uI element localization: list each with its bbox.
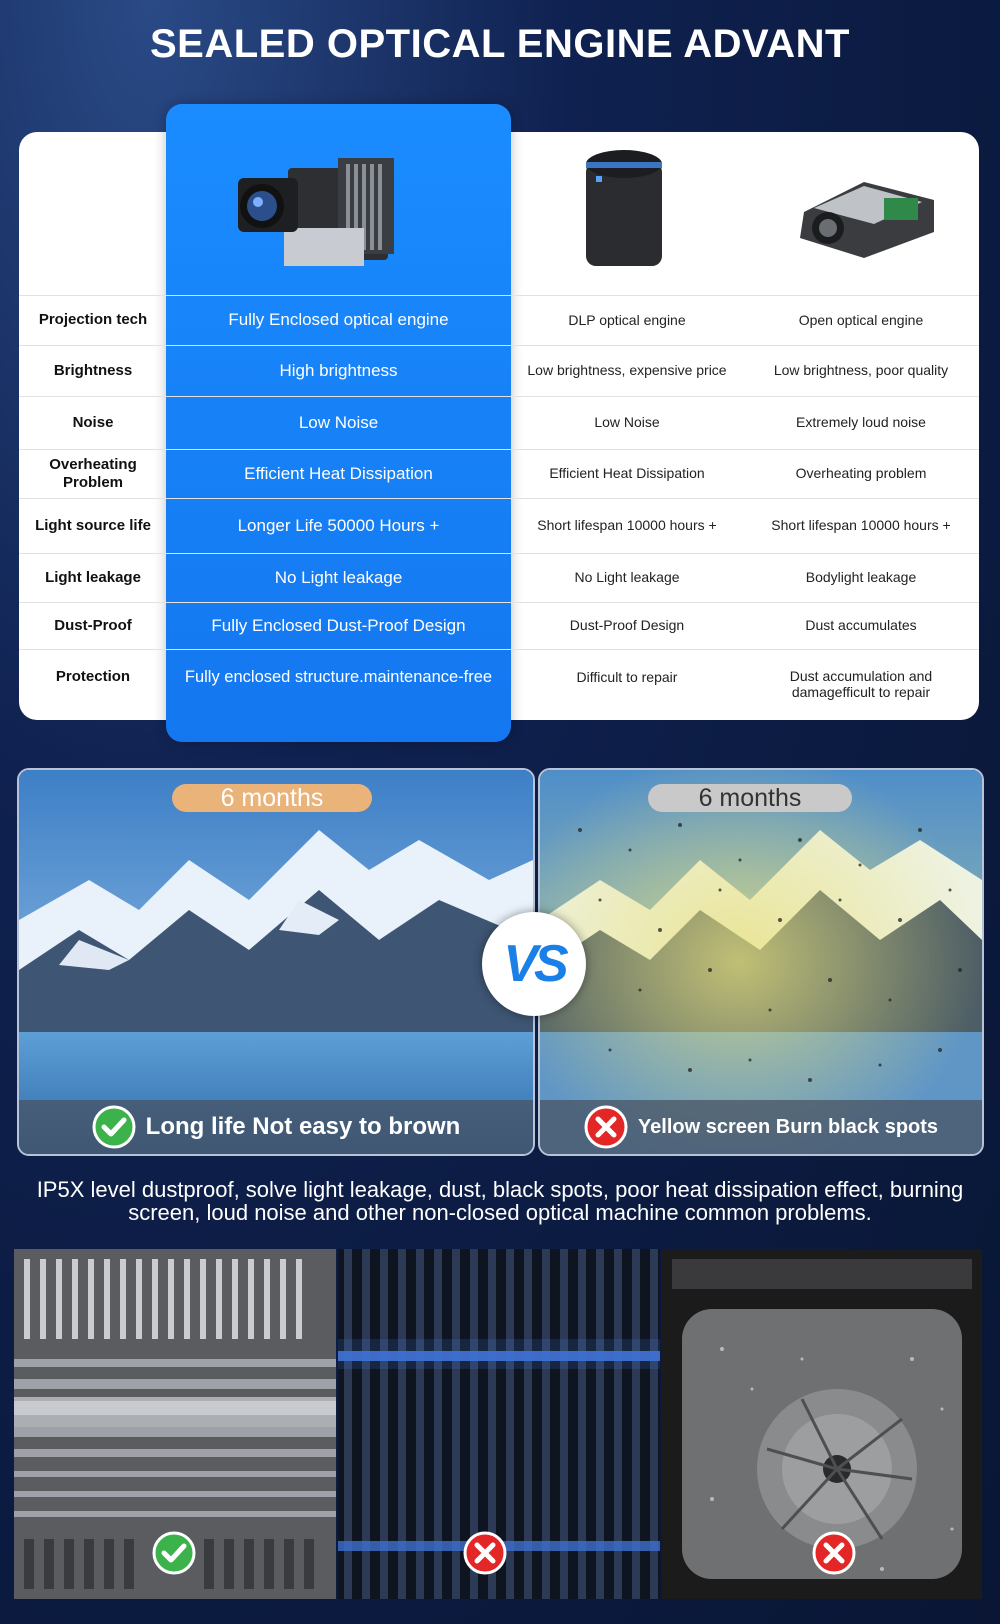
ours-cell: Fully Enclosed Dust-Proof Design: [211, 615, 466, 635]
caption-text: Yellow screen Burn black spots: [637, 1115, 939, 1138]
dlp-cell: No Light leakage: [574, 569, 680, 586]
row-label: Light source life: [35, 516, 151, 534]
scene-caption: [19, 1100, 533, 1154]
duration-label: 6 months: [698, 783, 802, 812]
dlp-cell: Efficient Heat Dissipation: [549, 465, 705, 482]
dlp-cell: Short lifespan 10000 hours +: [537, 517, 717, 534]
open-cell: Overheating problem: [795, 465, 927, 482]
duration-label: 6 months: [220, 783, 324, 812]
dlp-cell: DLP optical engine: [568, 311, 686, 328]
heatsink-image: [14, 1249, 336, 1599]
vs-label: VS: [503, 935, 565, 993]
cross-icon: [463, 1531, 507, 1575]
row-label: Dust-Proof: [54, 616, 132, 634]
dlp-cell: Difficult to repair: [576, 668, 678, 685]
row-label: Noise: [72, 413, 114, 431]
ours-cell: No Light leakage: [274, 567, 403, 587]
check-icon: [92, 1105, 136, 1149]
open-cell: Short lifespan 10000 hours +: [771, 517, 951, 534]
description-text: IP5X level dustproof, solve light leakage, dust, black spots, poor heat dissipation effect, burning screen, loud noise and other non-closed optical machine common problems.: [36, 1177, 964, 1226]
duration-pill: [648, 784, 852, 812]
open-projector-image: [794, 162, 940, 267]
open-cell: Open optical engine: [798, 311, 924, 328]
dusty-fan-image: [662, 1249, 982, 1599]
open-cell: Low brightness, poor quality: [773, 362, 949, 379]
open-cell: Dust accumulates: [805, 617, 917, 634]
vs-badge: [482, 912, 586, 1016]
row-label: Overheating Problem: [49, 456, 137, 491]
scene-caption: [540, 1100, 982, 1154]
dlp-cell: Low brightness, expensive price: [527, 362, 727, 379]
row-label: Projection tech: [38, 311, 148, 329]
ours-cell: Fully Enclosed optical engine: [228, 310, 449, 330]
dusty-fins-image: [338, 1249, 660, 1599]
row-label: Brightness: [53, 361, 133, 379]
cross-icon: [584, 1105, 628, 1149]
open-cell: Dust accumulation and damagefficult to repair: [789, 667, 933, 700]
scene-clear: [17, 768, 535, 1156]
ours-cell: Efficient Heat Dissipation: [244, 463, 433, 483]
ours-cell: High brightness: [279, 360, 398, 380]
caption-text: Long life Not easy to brown: [145, 1113, 461, 1140]
ours-cell: Low Noise: [298, 412, 379, 432]
open-cell: Extremely loud noise: [796, 414, 926, 431]
dlp-cell: Dust-Proof Design: [569, 617, 685, 634]
row-label: Light leakage: [45, 568, 141, 586]
open-cell: Bodylight leakage: [805, 569, 917, 586]
page-title: SEALED OPTICAL ENGINE ADVANT: [150, 22, 850, 66]
cross-icon: [812, 1531, 856, 1575]
ours-cell: Longer Life 50000 Hours +: [237, 515, 440, 535]
row-label: Protection: [55, 668, 131, 686]
check-icon: [152, 1531, 196, 1575]
ours-cell: Fully enclosed structure.maintenance-free: [184, 667, 493, 686]
duration-pill: [172, 784, 372, 812]
scene-degraded: [538, 768, 984, 1156]
sealed-engine-image: [228, 150, 408, 283]
dlp-projector-image: [582, 146, 666, 275]
dlp-cell: Low Noise: [594, 414, 660, 431]
